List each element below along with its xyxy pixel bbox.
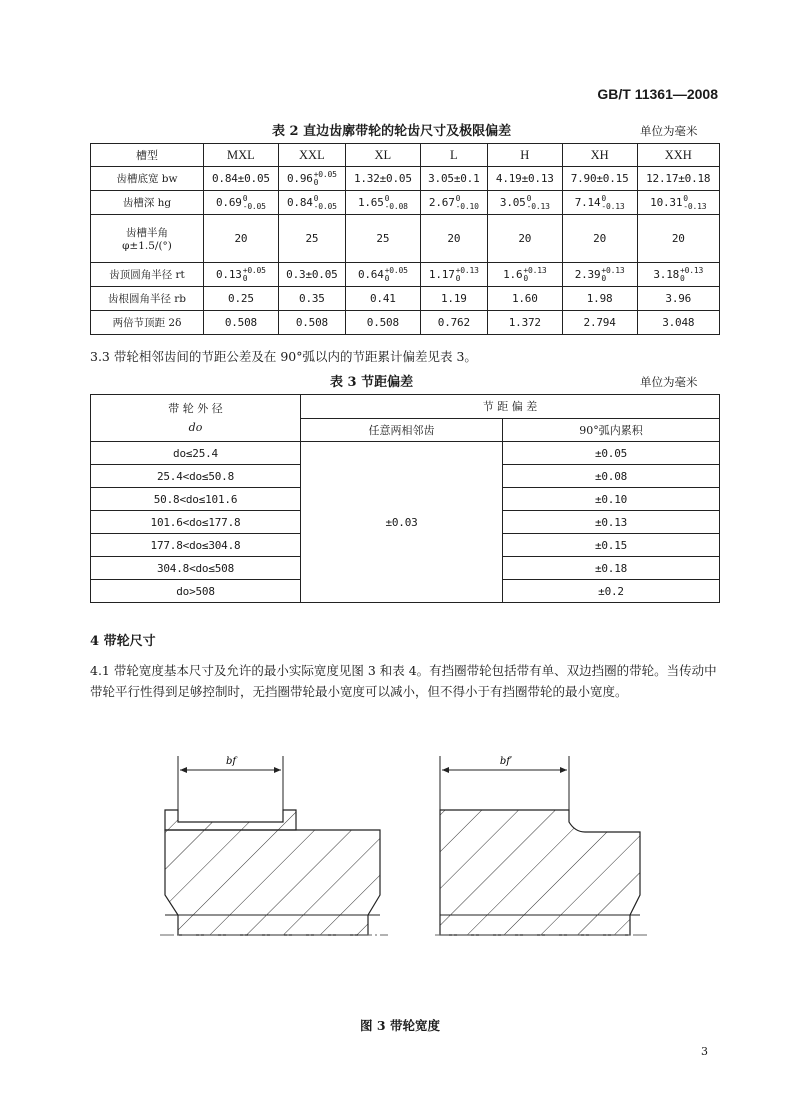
page-number: 3: [701, 1045, 708, 1058]
table3-head-diameter: [91, 395, 301, 442]
table2-cell-value: 7.90±0.15: [570, 172, 629, 185]
table3-diameter-range: 25.4<do≤50.8: [91, 465, 301, 488]
table2-cell: [345, 287, 420, 311]
table3-cumulative-value: ±0.18: [503, 557, 720, 580]
table2-col-head: L: [420, 144, 487, 167]
table2-cell-value: 0.84±0.05: [211, 172, 270, 185]
table2-cell-tolerance: [523, 267, 546, 283]
table2-cell: [637, 263, 720, 287]
table2-cell-tolerance: [680, 267, 703, 283]
pulley-flangeless: [435, 756, 650, 935]
table3-head-adjacent: 任意两相邻齿: [301, 418, 503, 442]
tolerance-upper: +0.13: [680, 265, 704, 275]
tolerance-lower: -0.08: [384, 201, 408, 211]
table2-cell-tolerance: [243, 195, 266, 211]
table2-col-head-type: 槽型: [91, 144, 204, 167]
table3-adjacent-value: ±0.03: [301, 442, 503, 603]
table2-cell-value: 1.17: [428, 267, 455, 281]
table2-cell-value: 3.18: [653, 267, 680, 281]
table2-cell-value: 1.32±0.05: [353, 172, 412, 185]
table2-cell: [278, 215, 345, 263]
table2-cell: [204, 263, 279, 287]
table2-cell-value: 25: [305, 232, 319, 245]
table2-cell: [487, 311, 562, 335]
table2-cell-value: 0.96: [286, 171, 313, 185]
table2-cell: [487, 167, 562, 191]
table2-unit: 单位为毫米: [640, 124, 698, 138]
tolerance-lower: 0: [680, 273, 685, 283]
para-3-3: 3.3 带轮相邻齿间的节距公差及在 90°弧以内的节距累计偏差见表 3。: [90, 349, 477, 364]
tolerance-upper: 0: [455, 193, 461, 203]
table2-cell-value: 20: [518, 232, 532, 245]
table2-col-head: XXH: [637, 144, 720, 167]
table2-row: [91, 287, 720, 311]
table2-cell-value: 1.6: [503, 267, 523, 281]
table2: [90, 143, 720, 335]
table2-cell-tolerance: [527, 195, 550, 211]
table2-cell: [204, 167, 279, 191]
tolerance-upper: 0: [313, 193, 319, 203]
table2-row-label: 两倍节顶距 2δ: [91, 311, 204, 335]
tolerance-upper: 0: [526, 193, 532, 203]
table2-cell: [204, 311, 279, 335]
tolerance-upper: +0.13: [601, 265, 625, 275]
table2-cell: [420, 191, 487, 215]
table3-head-diameter-symbol: do: [188, 421, 203, 434]
table2-cell-tolerance: [385, 195, 408, 211]
tolerance-lower: 0: [384, 273, 390, 283]
figure-3-caption: 图 3 带轮宽度: [360, 1018, 440, 1033]
table2-cell-value: 2.39: [574, 267, 601, 281]
table2-cell-value: 4.19±0.13: [495, 172, 554, 185]
table2-row-label: 齿槽底宽 bw: [91, 167, 204, 191]
table2-cell-value: 0.41: [370, 292, 396, 305]
table2-cell-tolerance: [601, 267, 624, 283]
table3-cumulative-value: ±0.08: [503, 465, 720, 488]
table2-row-label: 齿槽深 hg: [91, 191, 204, 215]
table2-row-label: 齿根圆角半径 rb: [91, 287, 204, 311]
label-bf-prime: bf′: [499, 756, 513, 767]
table2-cell: [278, 167, 345, 191]
table2-cell-value: 1.60: [511, 292, 538, 305]
table2-cell: [487, 287, 562, 311]
table2-cell: [562, 191, 637, 215]
table2-cell: [562, 263, 637, 287]
table2-cell: [637, 287, 720, 311]
table2-cell: [562, 287, 637, 311]
tolerance-upper: +0.05: [313, 169, 337, 179]
table2-cell: [345, 167, 420, 191]
table2-cell-tolerance: [243, 267, 266, 283]
table2-cell-tolerance: [601, 195, 624, 211]
table2-cell: [204, 215, 279, 263]
table2-cell-tolerance: [314, 195, 337, 211]
table2-cell: [487, 191, 562, 215]
table2-cell: [278, 311, 345, 335]
table2-cell-value: 1.372: [508, 316, 541, 329]
table3-cumulative-value: ±0.10: [503, 488, 720, 511]
table2-cell-tolerance: [314, 171, 337, 187]
table2-cell-value: 7.14: [574, 195, 601, 209]
table2-row: [91, 191, 720, 215]
table2-cell: [487, 263, 562, 287]
table3-cumulative-value: ±0.15: [503, 534, 720, 557]
tolerance-lower: 0: [601, 273, 607, 283]
table2-cell: [637, 167, 720, 191]
tolerance-upper: 0: [384, 193, 390, 203]
table2-cell-value: 1.65: [357, 195, 384, 209]
tolerance-lower: 0: [313, 177, 319, 187]
figure-3-drawing: [0, 740, 800, 1040]
table2-cell-value: 3.05±0.1: [428, 172, 480, 185]
standard-code: GB/T 11361—2008: [597, 86, 718, 102]
tolerance-lower: -0.13: [601, 201, 625, 211]
tolerance-upper: +0.13: [455, 265, 479, 275]
table2-cell: [420, 287, 487, 311]
table2-col-head: XXL: [278, 144, 345, 167]
table2-cell: [278, 287, 345, 311]
table2-cell: [562, 215, 637, 263]
tolerance-upper: +0.05: [242, 265, 266, 275]
table2-col-head: XH: [562, 144, 637, 167]
tolerance-lower: -0.05: [313, 201, 337, 211]
table2-cell: [562, 167, 637, 191]
table2-cell: [278, 263, 345, 287]
table3-diameter-range: 304.8<do≤508: [91, 557, 301, 580]
table2-header-row: [91, 144, 720, 167]
table2-cell-value: 1.19: [440, 292, 467, 305]
table2-row: [91, 263, 720, 287]
table2-cell-value: 0.13: [216, 267, 242, 281]
table2-cell: [345, 215, 420, 263]
table2-cell: [637, 311, 720, 335]
tolerance-lower: -0.13: [526, 201, 550, 211]
table2-caption: 表 2 直边齿廓带轮的轮齿尺寸及极限偏差: [272, 124, 512, 139]
table2-col-head: H: [487, 144, 562, 167]
section-4-title: 4 带轮尺寸: [90, 634, 156, 649]
table2-cell: [637, 191, 720, 215]
table2-cell-value: 20: [671, 232, 685, 245]
table3-diameter-range: 101.6<do≤177.8: [91, 511, 301, 534]
table3-head-diameter-label: 带 轮 外 径: [168, 402, 223, 415]
tolerance-lower: -0.13: [683, 201, 707, 211]
table2-cell-value: 0.64: [357, 267, 384, 281]
table2-cell: [345, 311, 420, 335]
tolerance-lower: -0.05: [242, 201, 266, 211]
table2-cell-value: 0.762: [437, 316, 470, 329]
table2-cell: [345, 191, 420, 215]
table2-cell: [278, 191, 345, 215]
table2-cell-value: 20: [447, 232, 461, 245]
table2-cell: [487, 215, 562, 263]
table2-cell-value: 20: [593, 232, 607, 245]
table2-cell-value: 0.508: [224, 316, 257, 329]
table3-cumulative-value: ±0.05: [503, 442, 720, 465]
table2-row: [91, 311, 720, 335]
table2-cell-tolerance: [385, 267, 408, 283]
table3-cumulative-value: ±0.2: [503, 580, 720, 603]
table2-cell-value: 0.3±0.05: [286, 268, 338, 281]
tolerance-upper: 0: [242, 193, 248, 203]
tolerance-lower: 0: [523, 273, 529, 283]
table3-diameter-range: 177.8<do≤304.8: [91, 534, 301, 557]
table2-cell-value: 0.69: [216, 195, 242, 209]
pulley-flanged: [160, 756, 388, 935]
tolerance-lower: -0.10: [455, 201, 479, 211]
table2-cell: [345, 263, 420, 287]
table2-cell-value: 0.25: [228, 292, 254, 305]
table3-head-cumulative: 90°弧内累积: [503, 418, 720, 442]
table3-unit: 单位为毫米: [640, 375, 698, 389]
label-bf: bf: [225, 756, 237, 767]
table2-cell: [637, 215, 720, 263]
table2-cell-value: 0.35: [299, 292, 325, 305]
table2-cell: [562, 311, 637, 335]
tolerance-upper: 0: [601, 193, 607, 203]
table2-row-label: 齿顶圆角半径 rt: [91, 263, 204, 287]
table2-cell-value: 10.31: [650, 195, 683, 209]
table2-cell-tolerance: [456, 195, 479, 211]
table2-cell: [420, 263, 487, 287]
tolerance-upper: 0: [683, 193, 688, 203]
table2-cell-value: 0.84: [286, 195, 313, 209]
table2-cell-value: 2.67: [428, 195, 455, 209]
table2-cell-value: 0.508: [366, 316, 399, 329]
table2-cell-tolerance: [456, 267, 479, 283]
table2-cell-value: 1.98: [586, 292, 613, 305]
table2-cell: [204, 191, 279, 215]
table2-row: [91, 215, 720, 263]
table2-cell-value: 12.17±0.18: [646, 172, 711, 185]
table2-cell-value: 3.048: [662, 316, 695, 329]
table3-row: [91, 442, 720, 465]
table2-cell-value: 3.96: [665, 292, 692, 305]
table2-col-head: MXL: [204, 144, 279, 167]
table2-cell: [204, 287, 279, 311]
table3-diameter-range: do>508: [91, 580, 301, 603]
table3: [90, 394, 720, 603]
tolerance-lower: 0: [455, 273, 461, 283]
table2-cell: [420, 215, 487, 263]
table2-cell-value: 0.508: [295, 316, 328, 329]
table2-cell: [420, 167, 487, 191]
table2-cell-value: 2.794: [583, 316, 616, 329]
table2-cell-value: 20: [234, 232, 248, 245]
tolerance-lower: 0: [242, 273, 248, 283]
table2-cell-tolerance: [683, 195, 706, 211]
table3-cumulative-value: ±0.13: [503, 511, 720, 534]
table3-diameter-range: do≤25.4: [91, 442, 301, 465]
table3-caption: 表 3 节距偏差: [330, 375, 414, 390]
tolerance-upper: +0.13: [523, 265, 547, 275]
table2-cell-value: 25: [376, 232, 390, 245]
table2-row-label: 齿槽半角 φ±1.5/(°): [91, 215, 204, 263]
table2-col-head: XL: [345, 144, 420, 167]
table2-cell: [420, 311, 487, 335]
table3-head-group: 节 距 偏 差: [301, 395, 720, 419]
table2-cell-value: 3.05: [499, 195, 526, 209]
tolerance-upper: +0.05: [384, 265, 408, 275]
table3-diameter-range: 50.8<do≤101.6: [91, 488, 301, 511]
para-4-1: 4.1 带轮宽度基本尺寸及允许的最小实际宽度见图 3 和表 4。有挡圈带轮包括带有单、双边挡圈的带轮。当传动中带轮平行性得到足够控制时，无挡圈带轮最小宽度可以减小，但不得小于有挡圈带轮的最小宽度。: [90, 663, 717, 699]
table2-row: [91, 167, 720, 191]
